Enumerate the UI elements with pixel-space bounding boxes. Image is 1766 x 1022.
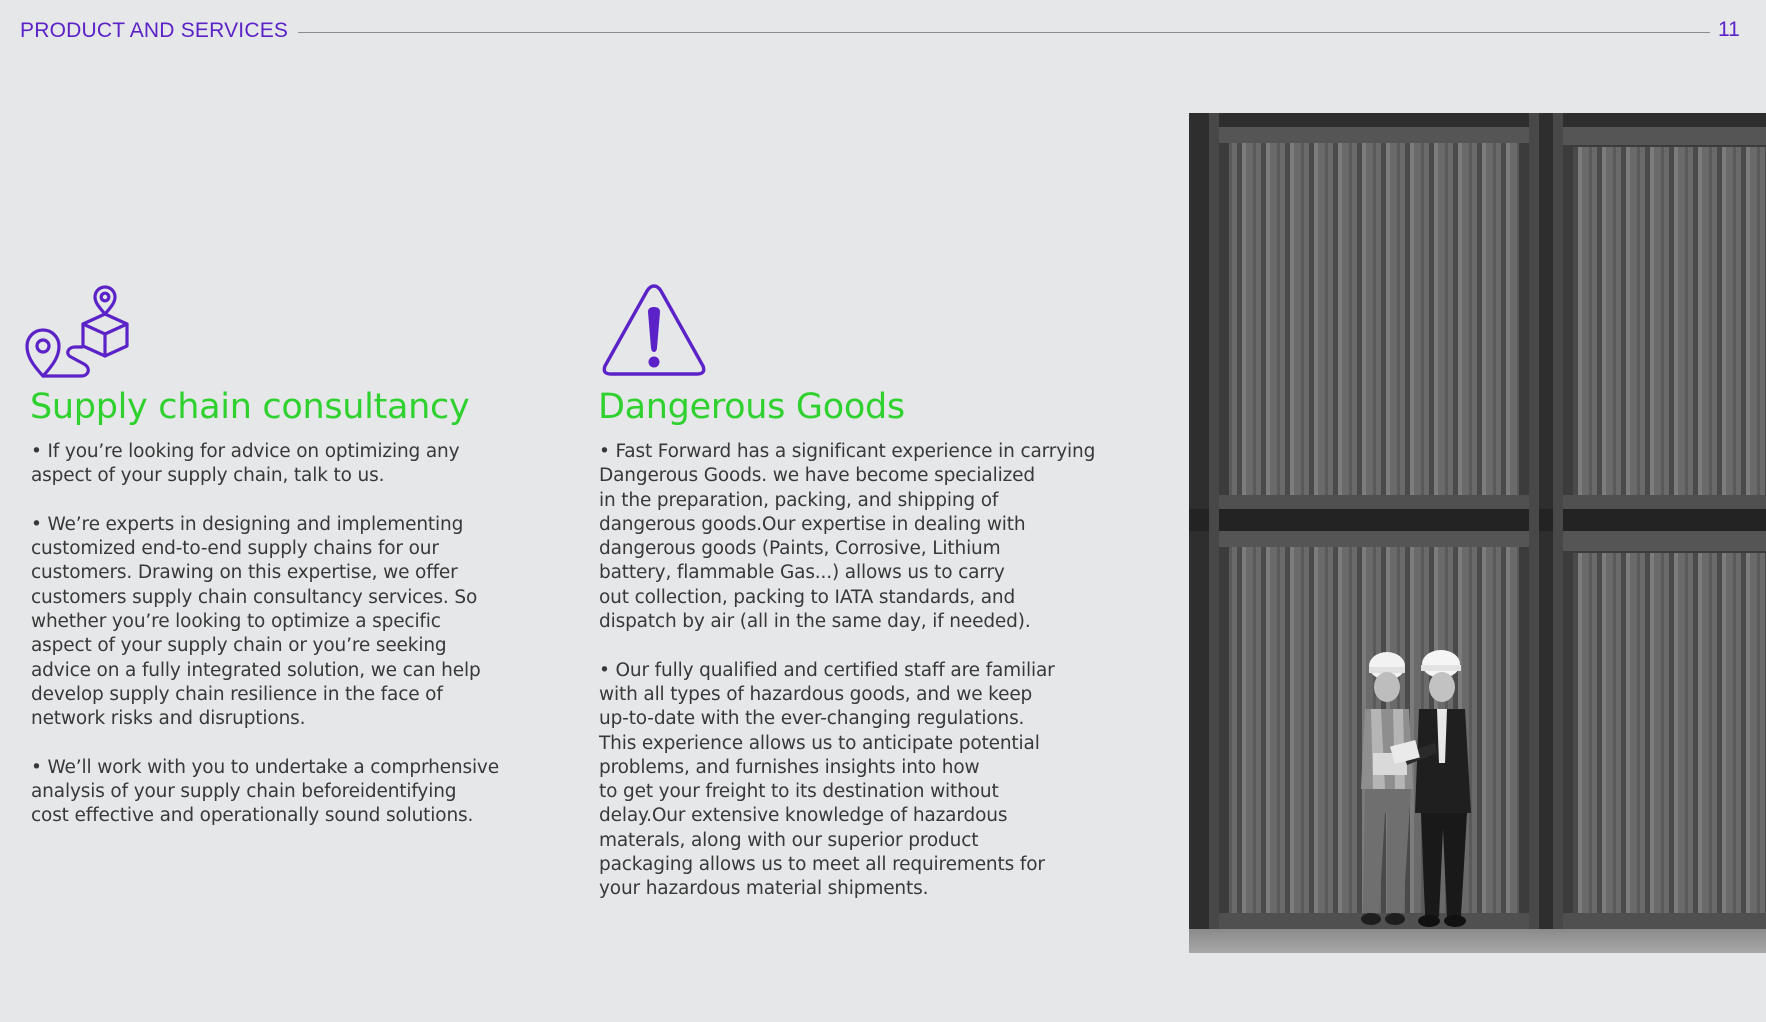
paragraph: • We’ll work with you to undertake a comprhensive analysis of your supply chain beforeidentifying cost effective and operationally sound solutions. [31, 756, 499, 827]
section-body-supply-chain [31, 440, 571, 853]
page-number: 11 [1718, 18, 1740, 41]
paragraph: • If you’re looking for advice on optimizing any aspect of your supply chain, talk to us. [31, 441, 460, 487]
section-header-title: PRODUCT AND SERVICES [20, 19, 289, 42]
paragraph: • We’re experts in designing and implementing customized end-to-end supply chains for our customers. Drawing on this expertise, we offer customers supply chain consultancy services. So whether you’re looking to optimize a specific aspect of your supply chain or you’re seeking advice on a fully integrated solution, we can help develop supply chain resilience in the face of network risks and disruptions. [31, 513, 481, 730]
header-divider [298, 32, 1710, 33]
warning-triangle-icon [600, 282, 708, 378]
section-body-dangerous-goods [599, 440, 1179, 926]
map-pin-box-route-icon [24, 284, 132, 380]
paragraph: • Our fully qualified and certified staff are familiar with all types of hazardous goods, and we keep up-to-date with the ever-changing regulations. This experience allows us to anticipate potential problems, and furnishes insights into how to get your freight to its destination without delay.Our extensive knowledge of hazardous materals, along with our superior product packaging allows us to meet all requirements for your hazardous material shipments. [599, 659, 1055, 900]
section-title-supply-chain: Supply chain consultancy [30, 387, 470, 427]
shipping-containers-workers-photo [1189, 113, 1766, 953]
paragraph: • Fast Forward has a significant experience in carrying Dangerous Goods. we have become specialized in the preparation, packing, and shipping of dangerous goods.Our expertise in dealing with dangerous goods (Paints, Corrosive, Lithium battery, flammable Gas...) allows us to carry out collection, packing to IATA standards, and dispatch by air (all in the same day, if needed). [599, 441, 1096, 633]
section-title-dangerous-goods: Dangerous Goods [598, 387, 905, 427]
